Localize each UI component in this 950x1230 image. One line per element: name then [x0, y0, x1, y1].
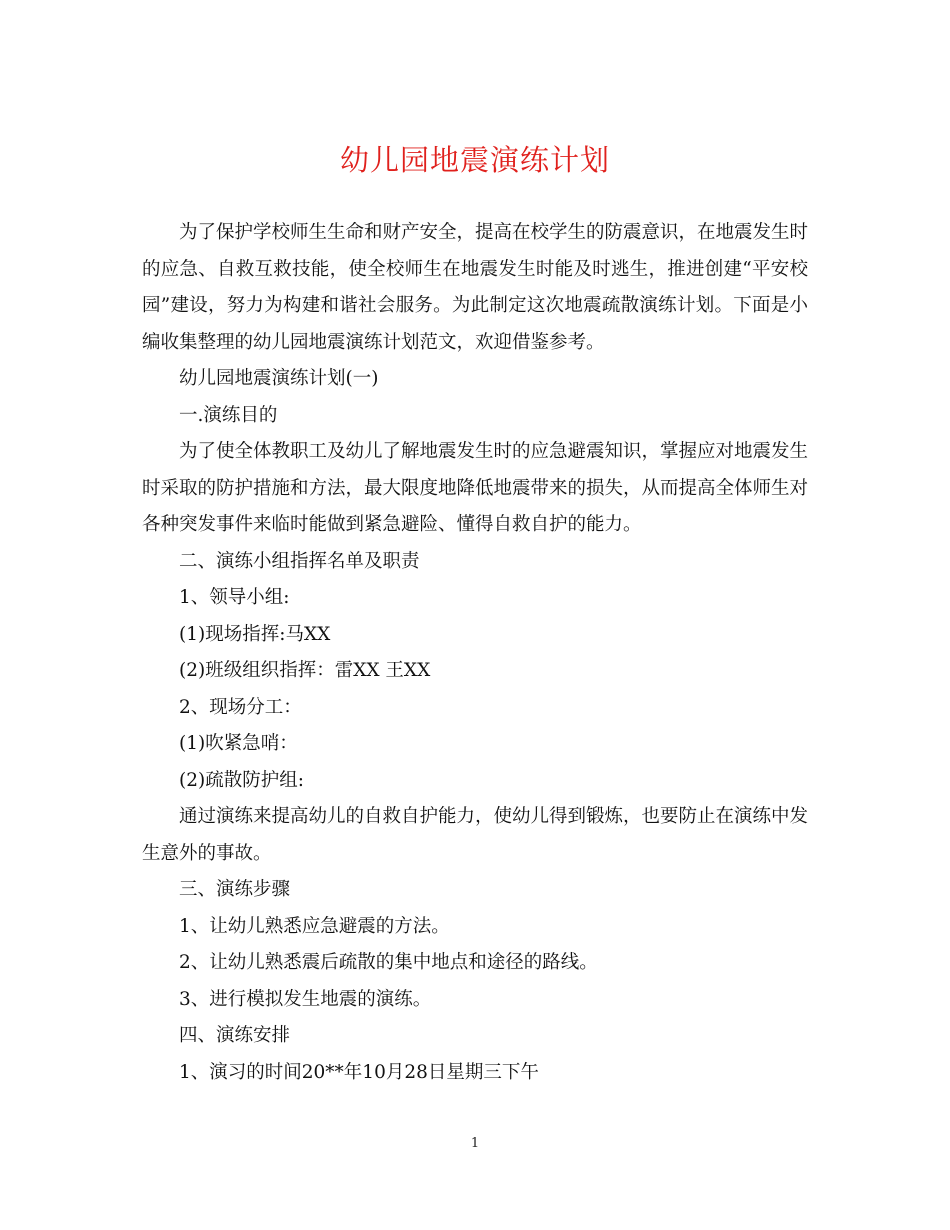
paragraph-site-division: 2、现场分工：	[179, 696, 302, 718]
paragraph-purpose-text: 为了使全体教职工及幼儿了解地震发生时的应急避震知识，掌握应对地震发生时采取的防护措施和方法，最大限度地降低地震带来的损失，从而提高全体师生对各种突发事件来临时能做到紧急避险、懂得自救自护的能力。	[142, 441, 809, 535]
document-body	[142, 215, 808, 1091]
paragraph-section-steps: 三、演练步骤	[179, 879, 291, 900]
page-number: 1	[470, 1136, 480, 1151]
paragraph-leadership: 1、领导小组:	[179, 587, 290, 608]
paragraph-plan-heading: 幼儿园地震演练计划(一)	[179, 368, 379, 389]
document-title: 幼儿园地震演练计划	[339, 143, 610, 177]
paragraph-step-3: 3、进行模拟发生地震的演练。	[179, 988, 432, 1010]
paragraph-step-2: 2、让幼儿熟悉震后疏散的集中地点和途径的路线。	[179, 952, 598, 973]
paragraph-section-purpose: 一.演练目的	[179, 404, 278, 426]
paragraph-schedule-time: 1、演习的时间20**年10月28日星期三下午	[179, 1061, 539, 1083]
paragraph-step-1: 1、让幼儿熟悉应急避震的方法。	[179, 915, 450, 937]
paragraph-class-commander: (2)班级组织指挥：雷XX 王XX	[179, 660, 431, 681]
paragraph-section-schedule: 四、演练安排	[179, 1025, 291, 1046]
paragraph-drill-goal: 通过演练来提高幼儿的自救自护能力，使幼儿得到锻炼，也要防止在演练中发生意外的事故。	[142, 806, 809, 864]
paragraph-evacuation-group: (2)疏散防护组:	[179, 769, 304, 791]
paragraph-intro: 为了保护学校师生生命和财产安全，提高在校学生的防震意识，在地震发生时的应急、自救互救技能，使全校师生在地震发生时能及时逃生，推进创建“平安校园”建设，努力为构建和谐社会服务。为此制定这次地震疏散演练计划。下面是小编收集整理的幼儿园地震演练计划范文，欢迎借鉴参考。	[142, 222, 809, 353]
paragraph-section-team: 二、演练小组指挥名单及职责	[179, 550, 420, 572]
paragraph-site-commander: (1)现场指挥:马XX	[179, 623, 331, 645]
paragraph-whistle: (1)吹紧急哨：	[179, 733, 298, 754]
